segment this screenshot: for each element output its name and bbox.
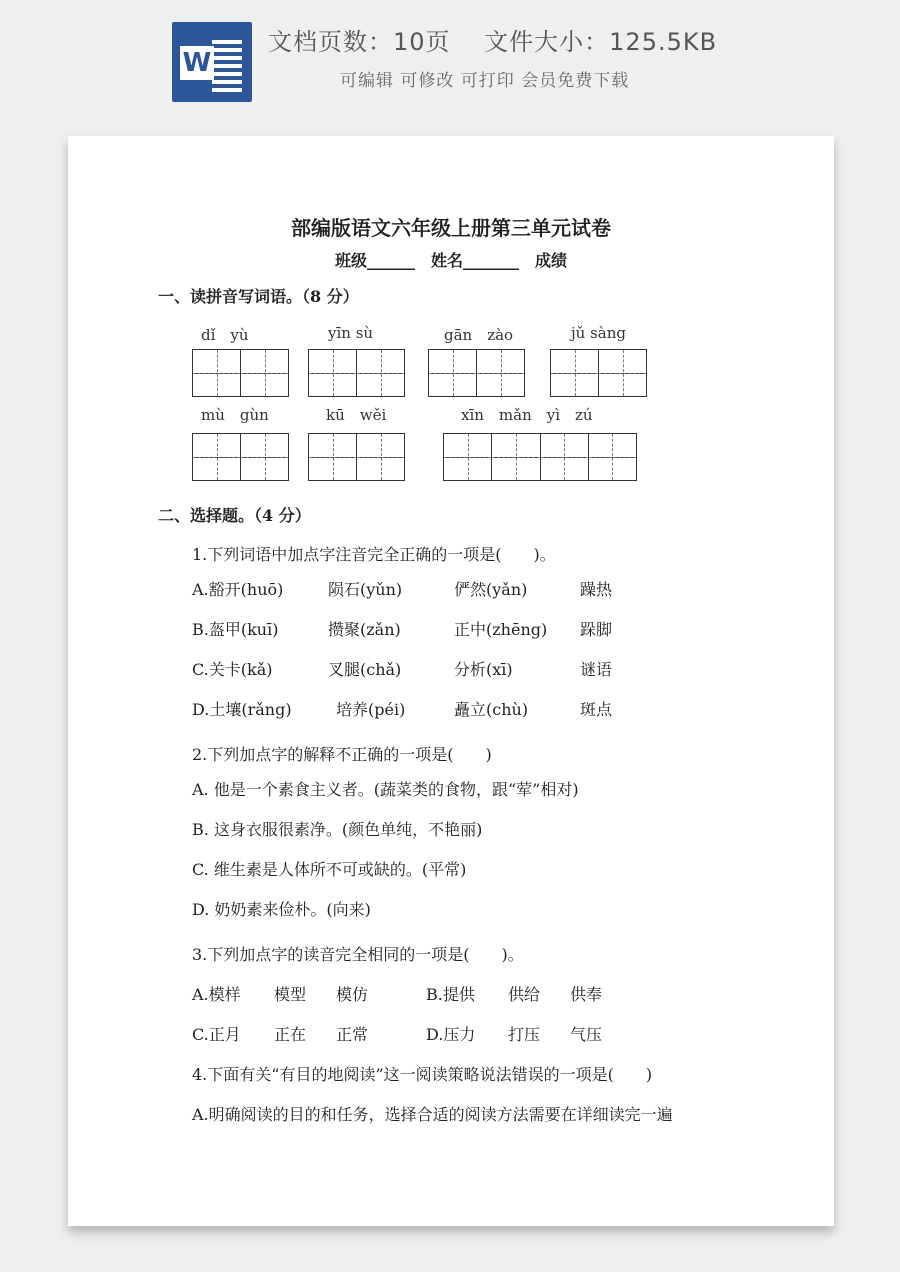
q1-option: 培养(péi) xyxy=(336,700,406,719)
section-2-heading: 二、选择题。（4 分） xyxy=(158,506,311,525)
q3-option: 模型 xyxy=(274,985,307,1004)
q1-option: B.盔甲(kuī) xyxy=(192,620,279,639)
question-3: 3.下列加点字的读音完全相同的一项是( )。 xyxy=(192,945,524,964)
q3-option: 正在 xyxy=(274,1025,307,1044)
q1-option: 叉腿(chǎ) xyxy=(328,660,402,679)
student-info-line: 班级______ 姓名_______ 成绩 xyxy=(334,251,567,270)
question-2: 2.下列加点字的解释不正确的一项是( ) xyxy=(192,745,492,764)
writing-grid[interactable] xyxy=(308,433,405,481)
q3-option: 模仿 xyxy=(336,985,369,1004)
q3-option: A.模样 xyxy=(192,985,241,1004)
pinyin-label: gān zào xyxy=(444,326,514,344)
question-4: 4.下面有关“有目的地阅读”这一阅读策略说法错误的一项是( ) xyxy=(192,1065,653,1084)
q1-option: 斑点 xyxy=(580,700,613,719)
file-features: 可编辑 可修改 可打印 会员免费下载 xyxy=(340,71,630,91)
writing-grid[interactable] xyxy=(550,349,647,397)
q3-option: B.提供 xyxy=(426,985,475,1004)
pinyin-label: yīn sù xyxy=(328,324,374,342)
q1-option: 正中(zhēng) xyxy=(454,620,548,639)
exam-paper xyxy=(68,136,834,1226)
pinyin-label: mù gùn xyxy=(201,406,269,424)
q2-option-b: B. 这身衣服很素净。(颜色单纯，不艳丽) xyxy=(192,820,483,839)
question-1: 1.下列词语中加点字注音完全正确的一项是( )。 xyxy=(192,545,556,564)
q3-option: 气压 xyxy=(570,1025,603,1044)
q3-option: 供给 xyxy=(508,985,541,1004)
q1-option: C.关卡(kǎ) xyxy=(192,660,273,679)
writing-grid[interactable] xyxy=(192,433,289,481)
exam-title: 部编版语文六年级上册第三单元试卷 xyxy=(291,216,611,240)
writing-grid[interactable] xyxy=(428,349,525,397)
pinyin-label: kū wěi xyxy=(326,406,387,424)
pinyin-label: jǔ sàng xyxy=(571,324,626,342)
q1-option: D.土壤(rǎng) xyxy=(192,700,292,719)
writing-grid[interactable] xyxy=(308,349,405,397)
file-info-title: 文档页数：10页 文件大小：125.5KB xyxy=(268,28,718,56)
pinyin-label: dǐ yù xyxy=(201,326,249,344)
q3-option: C.正月 xyxy=(192,1025,241,1044)
q1-option: 俨然(yǎn) xyxy=(454,580,528,599)
word-document-icon: W xyxy=(172,22,252,102)
q2-option-c: C. 维生素是人体所不可或缺的。(平常) xyxy=(192,860,467,879)
q3-option: 打压 xyxy=(508,1025,541,1044)
q1-option: 陨石(yǔn) xyxy=(328,580,403,599)
q1-option: 谜语 xyxy=(580,660,613,679)
q1-option: 分析(xī) xyxy=(454,660,513,679)
section-1-heading: 一、读拼音写词语。（8 分） xyxy=(158,287,359,306)
q2-option-a: A. 他是一个素食主义者。(蔬菜类的食物，跟“荤”相对) xyxy=(192,780,579,799)
writing-grid[interactable] xyxy=(443,433,637,481)
pinyin-label: xīn mǎn yì zú xyxy=(461,406,593,424)
q1-option: 躁热 xyxy=(580,580,613,599)
q1-option: 攒聚(zǎn) xyxy=(328,620,401,639)
q3-option: D.压力 xyxy=(426,1025,476,1044)
writing-grid[interactable] xyxy=(192,349,289,397)
q3-option: 供奉 xyxy=(570,985,603,1004)
q1-option: 跺脚 xyxy=(580,620,613,639)
document-header xyxy=(0,0,900,120)
q1-option: A.豁开(huō) xyxy=(192,580,284,599)
q3-option: 正常 xyxy=(336,1025,369,1044)
q1-option: 矗立(chù) xyxy=(454,700,529,719)
q2-option-d: D. 奶奶素来俭朴。(向来) xyxy=(192,900,371,919)
q4-option-a: A.明确阅读的目的和任务，选择合适的阅读方法需要在详细读完一遍 xyxy=(192,1105,673,1124)
